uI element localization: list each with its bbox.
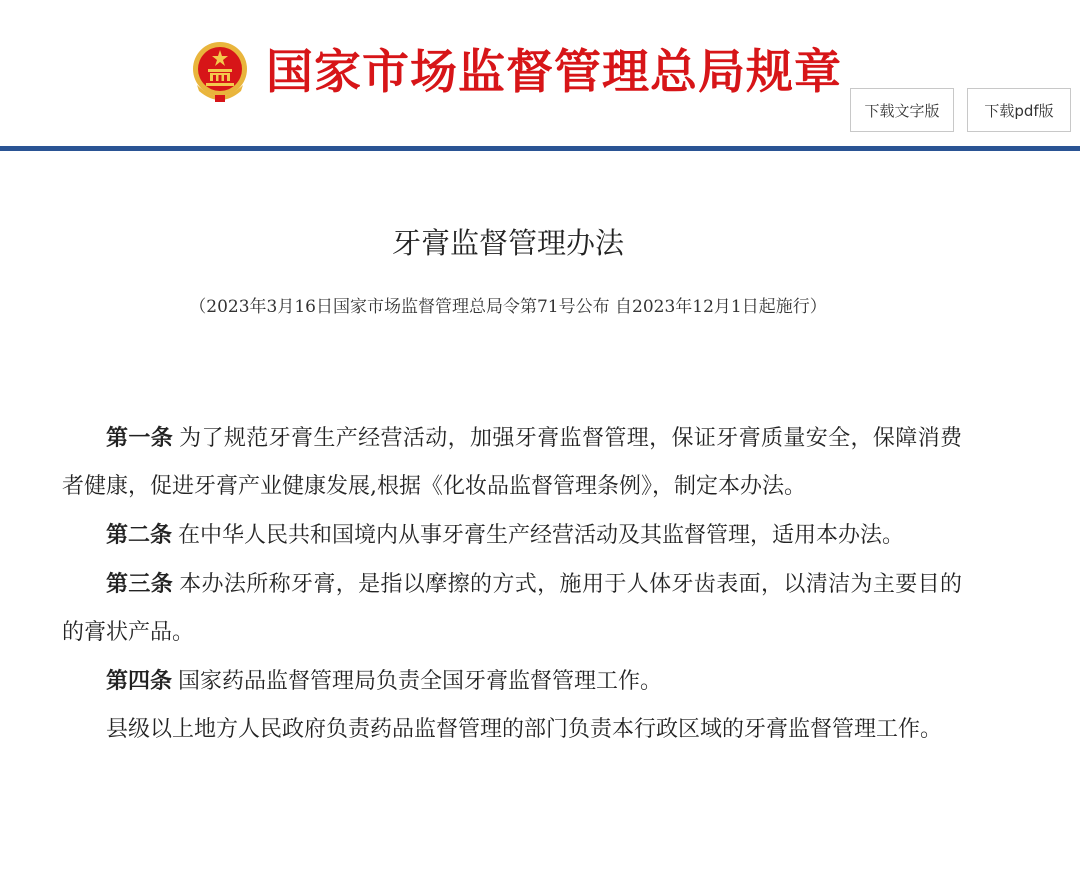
- national-emblem-icon: [191, 41, 249, 103]
- article-text: 国家药品监督管理局负责全国牙膏监督管理工作。: [178, 669, 663, 694]
- document-subtitle: （2023年3月16日国家市场监督管理总局令第71号公布 自2023年12月1日起施行）: [189, 297, 827, 317]
- article-paragraph: [62, 414, 962, 511]
- site-title: 国家市场监督管理总局规章: [266, 45, 842, 100]
- article-paragraph: [62, 560, 962, 657]
- article-text: 在中华人民共和国境内从事牙膏生产经营活动及其监督管理，适用本办法。: [178, 523, 905, 548]
- article-heading: 第一条: [106, 425, 174, 451]
- article-paragraph: [62, 706, 962, 754]
- article-text: 本办法所称牙膏，是指以摩擦的方式，施用于人体牙齿表面，以清洁为主要目的的膏状产品。: [62, 572, 962, 645]
- article-paragraph: [62, 657, 962, 706]
- header-divider: [0, 146, 1080, 151]
- document-title: 牙膏监督管理办法: [391, 226, 624, 260]
- article-text: 县级以上地方人民政府负责药品监督管理的部门负责本行政区域的牙膏监督管理工作。: [106, 717, 943, 742]
- download-text-button[interactable]: 下载文字版: [850, 88, 954, 132]
- article-heading: 第二条: [106, 522, 173, 548]
- article-heading: 第三条: [106, 571, 174, 597]
- download-pdf-button[interactable]: 下载pdf版: [967, 88, 1071, 132]
- article-text: 为了规范牙膏生产经营活动，加强牙膏监督管理，保证牙膏质量安全，保障消费者健康，促进牙膏产业健康发展,根据《化妆品监督管理条例》，制定本办法。: [62, 426, 962, 499]
- article-paragraph: [62, 511, 962, 560]
- article-heading: 第四条: [106, 668, 173, 694]
- page-header: [0, 0, 1080, 150]
- document-body: [62, 414, 962, 754]
